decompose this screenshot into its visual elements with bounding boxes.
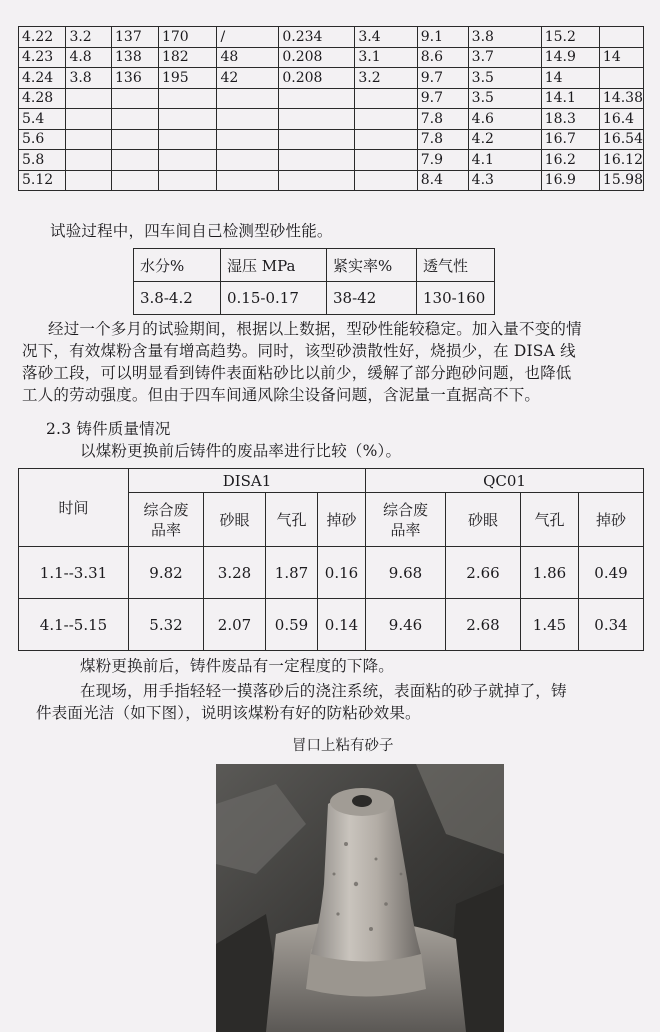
group-header-disa1: DISA1 — [129, 469, 366, 493]
table-row — [19, 599, 644, 651]
table-cell — [217, 170, 279, 191]
table-cell: 195 — [158, 68, 216, 89]
table-row — [19, 27, 644, 48]
table-cell — [112, 170, 159, 191]
table-cell — [112, 88, 159, 109]
table-cell: 16.2 — [541, 150, 599, 171]
table-row — [19, 47, 644, 68]
table-cell — [279, 88, 355, 109]
table-cell: 3.5 — [468, 68, 541, 89]
table-cell — [112, 150, 159, 171]
subheader-cell: 综合废品率 — [129, 493, 204, 547]
subheader-cell: 砂眼 — [204, 493, 266, 547]
table-cell: 5.4 — [19, 109, 66, 130]
table-cell: 3.5 — [468, 88, 541, 109]
result-paragraph — [22, 318, 642, 406]
table-cell — [66, 170, 112, 191]
table-cell: 16.7 — [541, 129, 599, 150]
table-cell: 8.6 — [417, 47, 468, 68]
table-row — [19, 88, 644, 109]
table-cell: 0.49 — [579, 547, 644, 599]
table-cell: 7.9 — [417, 150, 468, 171]
table-cell — [279, 109, 355, 130]
table-cell: 1.1--3.31 — [19, 547, 129, 599]
table-cell — [355, 129, 417, 150]
table-cell — [217, 150, 279, 171]
table-cell: 16.12 — [599, 150, 643, 171]
table-cell: 5.12 — [19, 170, 66, 191]
table-cell: 3.8 — [66, 68, 112, 89]
table-cell: 9.68 — [366, 547, 446, 599]
table-cell — [355, 109, 417, 130]
table-cell — [112, 109, 159, 130]
table-cell: 4.3 — [468, 170, 541, 191]
paragraph-line: 工人的劳动强度。但由于四车间通风除尘设备问题，含泥量一直据高不下。 — [22, 386, 541, 404]
section-heading: 2.3 铸件质量情况 — [46, 420, 171, 438]
table-cell — [355, 150, 417, 171]
table-cell — [66, 150, 112, 171]
table-cell: 48 — [217, 47, 279, 68]
table-cell: 4.24 — [19, 68, 66, 89]
table-cell: 170 — [158, 27, 216, 48]
table-cell — [355, 170, 417, 191]
subheader-cell: 掉砂 — [579, 493, 644, 547]
table-cell — [66, 109, 112, 130]
table-cell: 0.208 — [279, 47, 355, 68]
sand-header-cell: 紧实率% — [327, 249, 417, 282]
table-cell: 1.86 — [521, 547, 579, 599]
table-cell — [158, 170, 216, 191]
table-cell — [158, 150, 216, 171]
table-cell: 3.2 — [355, 68, 417, 89]
sand-header-cell: 透气性 — [417, 249, 495, 282]
subheader-cell: 气孔 — [521, 493, 579, 547]
table-cell: 2.07 — [204, 599, 266, 651]
table-cell — [158, 129, 216, 150]
table-cell: 15.2 — [541, 27, 599, 48]
table-cell: 5.6 — [19, 129, 66, 150]
scrap-rate-table — [18, 468, 644, 651]
table-cell: 0.59 — [266, 599, 318, 651]
table-row — [19, 68, 644, 89]
table-cell: 5.8 — [19, 150, 66, 171]
paragraph-line: 在现场，用手指轻轻一摸落砂后的浇注系统，表面粘的砂子就掉了，铸 — [80, 682, 567, 700]
table-cell: 15.98 — [599, 170, 643, 191]
table-row — [19, 547, 644, 599]
table-cell: 4.23 — [19, 47, 66, 68]
table-cell: 4.28 — [19, 88, 66, 109]
conclusion-paragraph: 煤粉更换前后，铸件废品有一定程度的下降。 — [80, 657, 395, 675]
table-cell — [158, 88, 216, 109]
table-cell: 1.45 — [521, 599, 579, 651]
table-cell: 4.6 — [468, 109, 541, 130]
table-cell — [66, 129, 112, 150]
table-cell: / — [217, 27, 279, 48]
sand-value-cell: 3.8-4.2 — [134, 282, 221, 315]
table-cell: 3.1 — [355, 47, 417, 68]
test-data-table — [18, 26, 644, 191]
table-cell — [355, 88, 417, 109]
group-header-qc01: QC01 — [366, 469, 644, 493]
table-cell: 137 — [112, 27, 159, 48]
table-cell — [279, 129, 355, 150]
table-cell: 16.54 — [599, 129, 643, 150]
table-cell: 3.8 — [468, 27, 541, 48]
table-cell — [217, 109, 279, 130]
table-cell: 4.2 — [468, 129, 541, 150]
table-cell — [599, 68, 643, 89]
table-cell — [112, 129, 159, 150]
figure-caption: 冒口上粘有砂子 — [292, 738, 394, 754]
table-cell — [599, 27, 643, 48]
table-cell: 3.7 — [468, 47, 541, 68]
table-cell: 8.4 — [417, 170, 468, 191]
sand-value-cell: 130-160 — [417, 282, 495, 315]
table-cell: 5.32 — [129, 599, 204, 651]
paragraph-line: 况下，有效煤粉含量有增高趋势。同时，该型砂溃散性好，烧损少，在 DISA 线 — [22, 342, 576, 360]
test-intro-paragraph: 试验过程中，四车间自己检测型砂性能。 — [50, 222, 333, 240]
sand-header-cell: 湿压 MPa — [221, 249, 327, 282]
table-cell: 182 — [158, 47, 216, 68]
table-cell: 9.82 — [129, 547, 204, 599]
table-cell: 136 — [112, 68, 159, 89]
sand-header-cell: 水分% — [134, 249, 221, 282]
table-cell: 14.9 — [541, 47, 599, 68]
table-cell: 14 — [541, 68, 599, 89]
table-row — [19, 150, 644, 171]
table-cell: 0.208 — [279, 68, 355, 89]
table-cell: 7.8 — [417, 129, 468, 150]
table-cell: 16.9 — [541, 170, 599, 191]
table-cell: 3.4 — [355, 27, 417, 48]
table-cell: 0.16 — [318, 547, 366, 599]
table-cell: 4.1--5.15 — [19, 599, 129, 651]
table-cell: 0.34 — [579, 599, 644, 651]
riser-illustration — [216, 764, 504, 1032]
field-paragraph — [22, 680, 642, 724]
table-cell — [217, 88, 279, 109]
compare-intro-paragraph: 以煤粉更换前后铸件的废品率进行比较（%）。 — [80, 442, 402, 460]
table-cell: 14 — [599, 47, 643, 68]
casting-riser-photo — [216, 764, 504, 1032]
table-cell — [217, 129, 279, 150]
table-cell — [279, 150, 355, 171]
table-cell: 9.46 — [366, 599, 446, 651]
table-row — [19, 109, 644, 130]
sand-value-cell: 38-42 — [327, 282, 417, 315]
sand-value-row — [134, 282, 495, 315]
table-cell: 14.38 — [599, 88, 643, 109]
subheader-cell: 掉砂 — [318, 493, 366, 547]
table-cell: 138 — [112, 47, 159, 68]
subheader-cell: 气孔 — [266, 493, 318, 547]
table-cell: 2.66 — [446, 547, 521, 599]
subheader-cell: 综合废品率 — [366, 493, 446, 547]
table-cell: 3.28 — [204, 547, 266, 599]
subheader-cell: 砂眼 — [446, 493, 521, 547]
paragraph-line: 经过一个多月的试验期间，根据以上数据，型砂性能较稳定。加入量不变的情 — [48, 320, 582, 338]
table-cell: 14.1 — [541, 88, 599, 109]
table-cell: 16.4 — [599, 109, 643, 130]
table-cell: 42 — [217, 68, 279, 89]
table-cell: 0.234 — [279, 27, 355, 48]
table-cell: 4.1 — [468, 150, 541, 171]
paragraph-line: 落砂工段，可以明显看到铸件表面粘砂比以前少，缓解了部分跑砂问题，也降低 — [22, 364, 572, 382]
table-cell: 18.3 — [541, 109, 599, 130]
sand-value-cell: 0.15-0.17 — [221, 282, 327, 315]
table-cell — [158, 109, 216, 130]
table-cell: 4.22 — [19, 27, 66, 48]
table-cell — [279, 170, 355, 191]
table-row — [19, 129, 644, 150]
table-cell: 7.8 — [417, 109, 468, 130]
table-cell: 9.7 — [417, 88, 468, 109]
sand-header-row — [134, 249, 495, 282]
table-cell: 1.87 — [266, 547, 318, 599]
time-header: 时间 — [19, 469, 129, 547]
table-row — [19, 170, 644, 191]
table-cell: 2.68 — [446, 599, 521, 651]
table-cell — [66, 88, 112, 109]
table-cell: 0.14 — [318, 599, 366, 651]
table-cell: 9.7 — [417, 68, 468, 89]
table-cell: 9.1 — [417, 27, 468, 48]
sand-property-table — [133, 248, 495, 315]
table-cell: 3.2 — [66, 27, 112, 48]
paragraph-line: 件表面光洁（如下图），说明该煤粉有好的防粘砂效果。 — [36, 704, 421, 722]
table-cell: 4.8 — [66, 47, 112, 68]
